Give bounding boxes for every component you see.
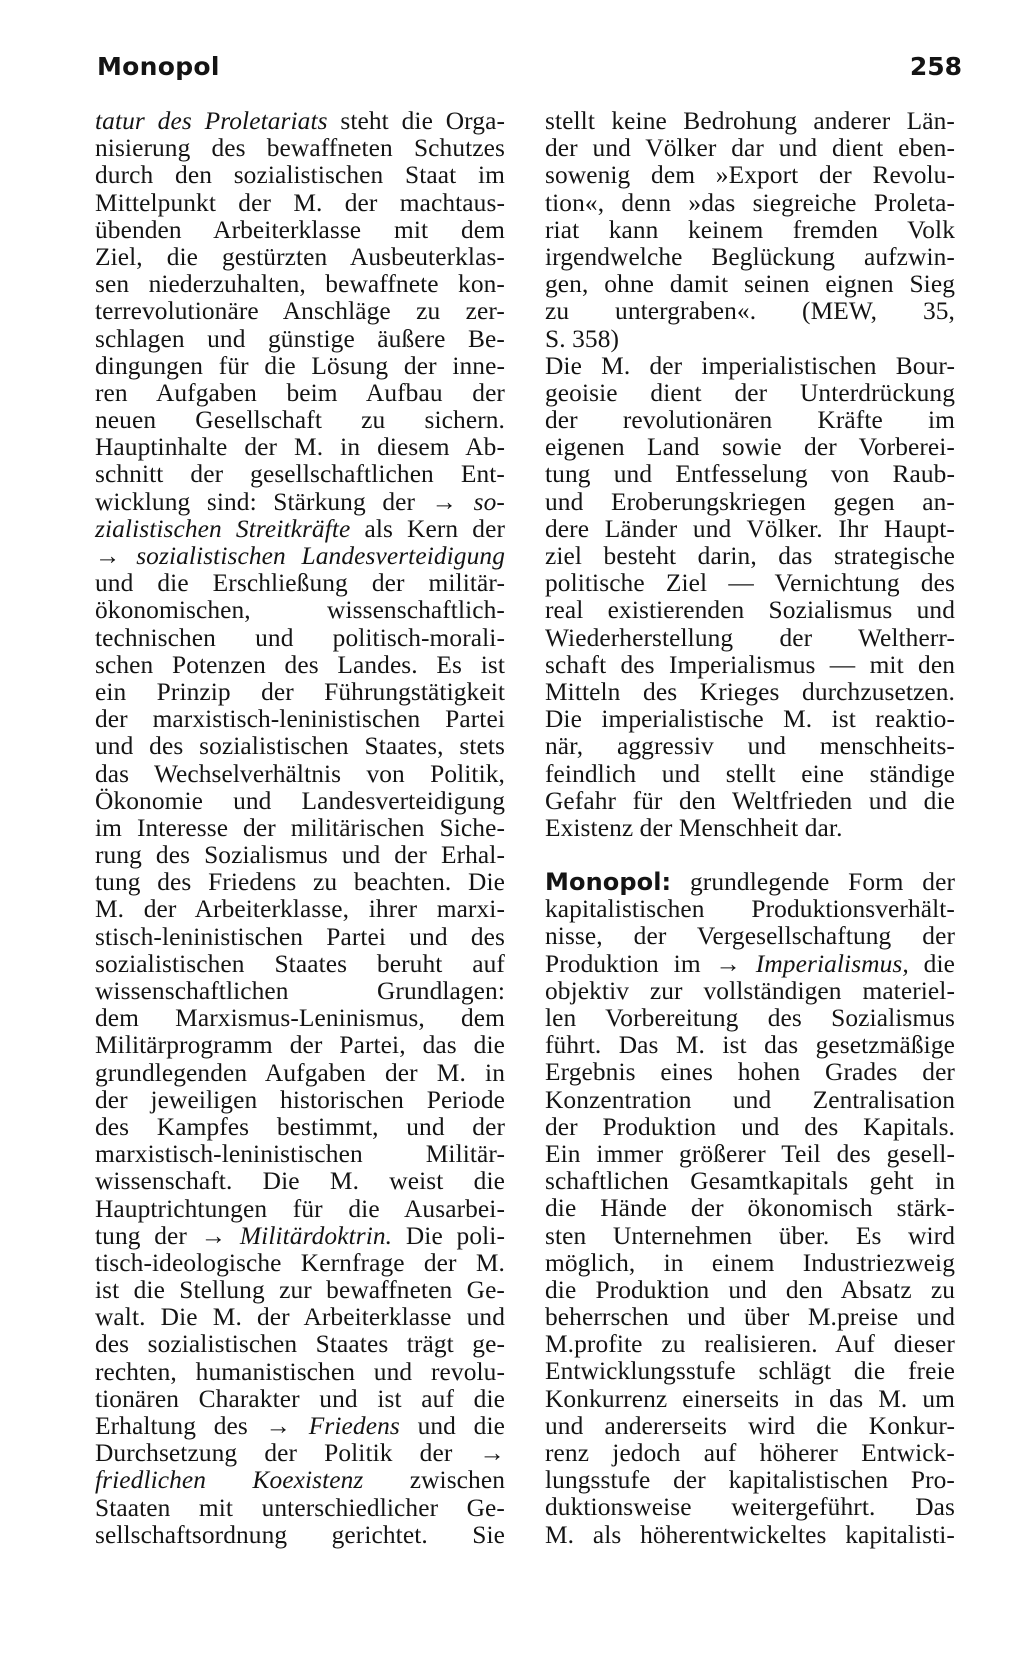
text-line bbox=[95, 1141, 505, 1168]
text-run: Ergebnis eines hohen Grades der bbox=[545, 1058, 955, 1087]
text-run: und Eroberungskriegen gegen an- bbox=[545, 487, 955, 516]
text-line bbox=[95, 489, 505, 516]
text-line bbox=[545, 1250, 955, 1277]
text-line bbox=[545, 1195, 955, 1222]
entry-headword: Monopol: bbox=[545, 868, 672, 897]
text-run: Ziel, die gestürzten Ausbeuterklas- bbox=[95, 242, 505, 271]
text-line bbox=[95, 543, 505, 570]
text-run: eigenen Land sowie der Vorberei- bbox=[545, 433, 955, 462]
text-run: ist die Stellung zur bewaffneten Ge- bbox=[95, 1276, 505, 1305]
text-line bbox=[95, 1087, 505, 1114]
text-run: die Produktion und den Absatz zu bbox=[545, 1275, 955, 1304]
text-run: schaftlichen Gesamtkapitals geht in bbox=[545, 1167, 955, 1196]
text-run: das Wechselverhältnis von Politik, bbox=[95, 759, 505, 788]
text-line bbox=[95, 1005, 505, 1032]
cross-reference-text: → Friedens bbox=[265, 1412, 400, 1440]
text-run: schen Potenzen des Landes. Es ist bbox=[95, 650, 505, 679]
text-line bbox=[545, 190, 955, 217]
text-line bbox=[95, 869, 505, 896]
text-run: sen niederzuhalten, bewaffnete kon- bbox=[95, 270, 505, 299]
text-line bbox=[545, 217, 955, 244]
text-line bbox=[545, 706, 955, 733]
text-line bbox=[545, 244, 955, 271]
text-run: S. 358) bbox=[545, 324, 620, 353]
text-run: des Kampfes bestimmt, und der bbox=[95, 1112, 505, 1141]
text-line bbox=[545, 1467, 955, 1494]
cross-reference-text: → so- bbox=[431, 487, 505, 516]
text-run: ökonomischen, wissenschaftlich- bbox=[95, 596, 505, 625]
text-line bbox=[545, 978, 955, 1005]
text-run: Ökonomie und Landesverteidigung bbox=[95, 786, 505, 815]
text-line bbox=[95, 978, 505, 1005]
text-line bbox=[545, 489, 955, 516]
text-run: der und Völker dar und dient eben- bbox=[545, 134, 955, 163]
text-run: der revolutionären Kräfte im bbox=[545, 406, 955, 435]
text-run: sozialistischen Staates beruht auf bbox=[95, 949, 505, 978]
text-line bbox=[545, 1304, 955, 1331]
text-run: Existenz der Menschheit dar. bbox=[545, 813, 843, 842]
text-run: geoisie dient der Unterdrückung bbox=[545, 378, 955, 407]
text-run: Militärprogramm der Partei, das die bbox=[95, 1031, 505, 1060]
text-run: durch den sozialistischen Staat im bbox=[95, 161, 505, 190]
text-line bbox=[545, 625, 955, 652]
text-run: der marxistisch-leninistischen Partei bbox=[95, 705, 505, 734]
text-line bbox=[545, 597, 955, 624]
text-line bbox=[545, 407, 955, 434]
cross-reference-text: tatur des Proletariats bbox=[95, 107, 328, 135]
text-line bbox=[95, 298, 505, 325]
text-run: irgendwelche Beglückung aufzwin- bbox=[545, 242, 955, 271]
text-run: M. der Arbeiterklasse, ihrer marxi- bbox=[95, 895, 505, 924]
text-run: schaft des Imperialismus — mit den bbox=[545, 650, 955, 679]
text-run: när, aggressiv und menschheits- bbox=[545, 732, 955, 761]
text-line bbox=[95, 380, 505, 407]
text-line bbox=[545, 1114, 955, 1141]
text-line bbox=[545, 516, 955, 543]
text-run: terrevolutionäre Anschläge zu zer- bbox=[95, 297, 505, 326]
text-line bbox=[545, 271, 955, 298]
text-run: des sozialistischen Staates trägt ge- bbox=[95, 1330, 505, 1359]
text-run: Entwicklungsstufe schlägt die freie bbox=[545, 1357, 955, 1386]
text-run: Wiederherstellung der Weltherr- bbox=[545, 623, 955, 652]
text-run: len Vorbereitung des Sozialismus bbox=[545, 1004, 955, 1032]
text-line bbox=[95, 1359, 505, 1386]
text-line bbox=[95, 597, 505, 624]
text-run: zwischen bbox=[363, 1466, 506, 1495]
text-line bbox=[545, 461, 955, 488]
text-run: renz jedoch auf höherer Entwick- bbox=[545, 1439, 955, 1467]
text-line bbox=[95, 326, 505, 353]
text-line bbox=[95, 1250, 505, 1277]
text-line bbox=[545, 1277, 955, 1304]
text-run: Gefahr für den Weltfrieden und die bbox=[545, 786, 955, 815]
text-run: wissenschaft. Die M. weist die bbox=[95, 1167, 505, 1196]
text-line bbox=[95, 706, 505, 733]
text-line bbox=[545, 1087, 955, 1114]
text-line bbox=[95, 1467, 505, 1494]
text-line bbox=[545, 1413, 955, 1440]
text-column-right bbox=[545, 108, 955, 1549]
text-line bbox=[545, 1522, 955, 1549]
text-line bbox=[545, 923, 955, 950]
text-line bbox=[545, 162, 955, 189]
text-line bbox=[545, 1440, 955, 1467]
text-line bbox=[545, 679, 955, 706]
text-line bbox=[545, 652, 955, 679]
cross-reference-text: friedlichen Koexistenz bbox=[95, 1466, 364, 1495]
text-run: führt. Das M. ist das gesetzmäßige bbox=[545, 1031, 955, 1060]
text-line bbox=[545, 1223, 955, 1250]
text-line bbox=[95, 407, 505, 434]
text-line bbox=[95, 1277, 505, 1304]
text-line bbox=[95, 1168, 505, 1195]
text-run: wicklung sind: Stärkung der bbox=[95, 487, 432, 516]
text-line bbox=[545, 1032, 955, 1059]
text-run: ziel besteht darin, das strategische bbox=[545, 542, 955, 570]
text-line bbox=[545, 543, 955, 570]
text-line bbox=[95, 516, 505, 543]
text-run: lungsstufe der kapitalistischen Pro- bbox=[545, 1466, 955, 1495]
text-line bbox=[95, 1304, 505, 1331]
text-run: die bbox=[908, 949, 955, 978]
text-run: rung des Sozialismus und der Erhal- bbox=[95, 841, 505, 870]
text-run: stisch-leninistischen Partei und des bbox=[95, 922, 505, 951]
text-line bbox=[95, 353, 505, 380]
text-line bbox=[95, 951, 505, 978]
text-run: tisch-ideologische Kernfrage der M. bbox=[95, 1248, 505, 1277]
text-run: als Kern der bbox=[350, 514, 505, 543]
text-line bbox=[95, 570, 505, 597]
text-run: sten Unternehmen über. Es wird bbox=[545, 1221, 955, 1250]
text-line bbox=[95, 924, 505, 951]
text-run: schlagen und günstige äußere Be- bbox=[95, 324, 505, 353]
text-line bbox=[95, 108, 505, 135]
text-run: und andererseits wird die Konkur- bbox=[545, 1411, 955, 1440]
text-run: kapitalistischen Produktionsverhält- bbox=[545, 895, 955, 924]
text-line bbox=[95, 244, 505, 271]
text-run: Konzentration und Zentralisation bbox=[545, 1085, 955, 1114]
text-run: Hauptinhalte der M. in diesem Ab- bbox=[95, 433, 505, 462]
text-run: riat kann keinem fremden Volk bbox=[545, 215, 955, 244]
text-line bbox=[95, 1223, 505, 1250]
text-line bbox=[545, 896, 955, 923]
text-run: tung des Friedens zu beachten. Die bbox=[95, 868, 505, 897]
text-line bbox=[545, 815, 955, 842]
text-line bbox=[545, 353, 955, 380]
text-line bbox=[95, 815, 505, 842]
text-run: steht die Orga- bbox=[327, 107, 505, 135]
text-line bbox=[545, 761, 955, 788]
text-run: Die imperialistische M. ist reaktio- bbox=[545, 705, 955, 734]
text-run: beherrschen und über M.preise und bbox=[545, 1303, 955, 1332]
text-run: M.profite zu realisieren. Auf dieser bbox=[545, 1330, 955, 1359]
text-run: tionären Charakter und ist auf die bbox=[95, 1384, 505, 1413]
text-line bbox=[545, 380, 955, 407]
text-line bbox=[545, 1386, 955, 1413]
text-line bbox=[95, 896, 505, 923]
text-run: Durchsetzung der Politik der bbox=[95, 1439, 480, 1468]
text-line bbox=[545, 1141, 955, 1168]
text-line bbox=[95, 761, 505, 788]
text-run: und des sozialistischen Staates, stets bbox=[95, 732, 505, 761]
text-line bbox=[95, 1060, 505, 1087]
text-run: neuen Gesellschaft zu sichern. bbox=[95, 406, 505, 435]
text-run: zu untergraben«. (MEW, 35, bbox=[545, 297, 955, 326]
text-run: real existierenden Sozialismus und bbox=[545, 596, 955, 625]
text-line bbox=[545, 733, 955, 760]
text-run: wissenschaftlichen Grundlagen: bbox=[95, 977, 505, 1005]
text-line bbox=[95, 1386, 505, 1413]
text-line bbox=[95, 135, 505, 162]
text-line bbox=[95, 652, 505, 679]
text-run: Die poli- bbox=[392, 1221, 506, 1250]
text-run: schnitt der gesellschaftlichen Ent- bbox=[95, 460, 505, 489]
text-line bbox=[545, 298, 955, 325]
text-line bbox=[95, 461, 505, 488]
text-line bbox=[95, 271, 505, 298]
text-line bbox=[95, 842, 505, 869]
text-line bbox=[545, 1494, 955, 1521]
cross-reference-text: → bbox=[479, 1439, 505, 1468]
text-run: grundlegenden Aufgaben der M. in bbox=[95, 1058, 505, 1087]
text-run: Produktion im bbox=[545, 949, 716, 978]
text-line bbox=[545, 951, 955, 978]
text-line bbox=[545, 869, 955, 896]
text-line bbox=[545, 1358, 955, 1385]
running-head-word: Monopol bbox=[97, 52, 220, 81]
text-run: Ein immer größerer Teil des gesell- bbox=[545, 1139, 955, 1168]
text-run: möglich, in einem Industriezweig bbox=[545, 1248, 955, 1277]
text-line bbox=[545, 326, 955, 353]
text-line bbox=[95, 162, 505, 189]
text-line bbox=[95, 1114, 505, 1141]
running-header bbox=[97, 52, 962, 92]
text-run: grundlegende Form der bbox=[671, 868, 955, 897]
text-run: Konkurrenz einerseits in das M. um bbox=[545, 1384, 955, 1413]
text-line bbox=[95, 788, 505, 815]
text-run: die Hände der ökonomisch stärk- bbox=[545, 1194, 955, 1223]
text-run: dingungen für die Lösung der inne- bbox=[95, 351, 505, 380]
text-run: dem Marxismus-Leninismus, dem bbox=[95, 1004, 505, 1033]
text-run: rechten, humanistischen und revolu- bbox=[95, 1357, 505, 1386]
text-run: feindlich und stellt eine ständige bbox=[545, 759, 955, 788]
text-run: der Produktion und des Kapitals. bbox=[545, 1112, 955, 1141]
text-run: übenden Arbeiterklasse mit dem bbox=[95, 215, 505, 244]
cross-reference-text: zialistischen Streitkräfte bbox=[95, 514, 351, 543]
text-run: Mittelpunkt der M. der machtaus- bbox=[95, 188, 505, 217]
text-line bbox=[95, 1495, 505, 1522]
text-run: stellt keine Bedrohung anderer Län- bbox=[545, 107, 955, 135]
text-run: duktionsweise weitergeführt. Das bbox=[545, 1493, 955, 1522]
text-run: ein Prinzip der Führungstätigkeit bbox=[95, 677, 505, 706]
text-line bbox=[545, 108, 955, 135]
cross-reference-text: → Imperialismus, bbox=[715, 949, 909, 978]
text-line bbox=[95, 733, 505, 760]
text-run: M. als höherentwickeltes kapitalisti- bbox=[545, 1520, 955, 1549]
text-run: dere Länder und Völker. Ihr Haupt- bbox=[545, 514, 955, 543]
text-line bbox=[545, 1005, 955, 1032]
text-run: der jeweiligen historischen Periode bbox=[95, 1085, 505, 1114]
text-run: sowenig dem »Export der Revolu- bbox=[545, 161, 955, 190]
text-line bbox=[545, 570, 955, 597]
text-run: tion«, denn »das siegreiche Proleta- bbox=[545, 188, 955, 217]
cross-reference-text: → Militärdoktrin. bbox=[200, 1221, 393, 1250]
text-run: gen, ohne damit seinen eignen Sieg bbox=[545, 270, 955, 299]
text-line bbox=[95, 190, 505, 217]
text-line bbox=[95, 679, 505, 706]
text-run: ren Aufgaben beim Aufbau der bbox=[95, 378, 505, 407]
text-line bbox=[545, 788, 955, 815]
text-line bbox=[545, 1168, 955, 1195]
text-line bbox=[95, 1196, 505, 1223]
text-line bbox=[95, 1331, 505, 1358]
text-run: Die M. der imperialistischen Bour- bbox=[545, 351, 955, 380]
text-run: nisierung des bewaffneten Schutzes bbox=[95, 134, 505, 163]
cross-reference-text: → sozialistischen Landesverteidigung bbox=[95, 542, 505, 570]
text-run: sellschaftsordnung gerichtet. Sie bbox=[95, 1520, 505, 1549]
text-line bbox=[95, 1522, 505, 1549]
text-line bbox=[95, 1413, 505, 1440]
text-line bbox=[545, 135, 955, 162]
text-run: und die Erschließung der militär- bbox=[95, 569, 505, 598]
text-line bbox=[95, 1032, 505, 1059]
text-line bbox=[545, 1331, 955, 1358]
text-run: nisse, der Vergesellschaftung der bbox=[545, 922, 955, 951]
text-line bbox=[95, 625, 505, 652]
text-run: Erhaltung des bbox=[95, 1412, 266, 1440]
text-line bbox=[545, 434, 955, 461]
text-column-left bbox=[95, 108, 505, 1549]
text-line bbox=[95, 217, 505, 244]
text-run: und die bbox=[399, 1412, 505, 1440]
text-line bbox=[95, 434, 505, 461]
text-run: tung und Entfesselung von Raub- bbox=[545, 460, 955, 489]
text-run: tung der bbox=[95, 1221, 201, 1250]
text-line bbox=[545, 1059, 955, 1086]
text-run: im Interesse der militärischen Siche- bbox=[95, 813, 505, 842]
text-line bbox=[95, 1440, 505, 1467]
page-number: 258 bbox=[909, 52, 962, 81]
text-run: Staaten mit unterschiedlicher Ge- bbox=[95, 1493, 505, 1522]
text-run: politische Ziel — Vernichtung des bbox=[545, 569, 955, 598]
text-run: Mitteln des Krieges durchzusetzen. bbox=[545, 677, 955, 706]
text-run: Hauptrichtungen für die Ausarbei- bbox=[95, 1194, 505, 1223]
text-run: technischen und politisch-morali- bbox=[95, 623, 505, 652]
text-run: objektiv zur vollständigen materiel- bbox=[545, 976, 955, 1005]
text-run: marxistisch-leninistischen Militär- bbox=[95, 1140, 505, 1169]
text-run: walt. Die M. der Arbeiterklasse und bbox=[95, 1303, 505, 1332]
